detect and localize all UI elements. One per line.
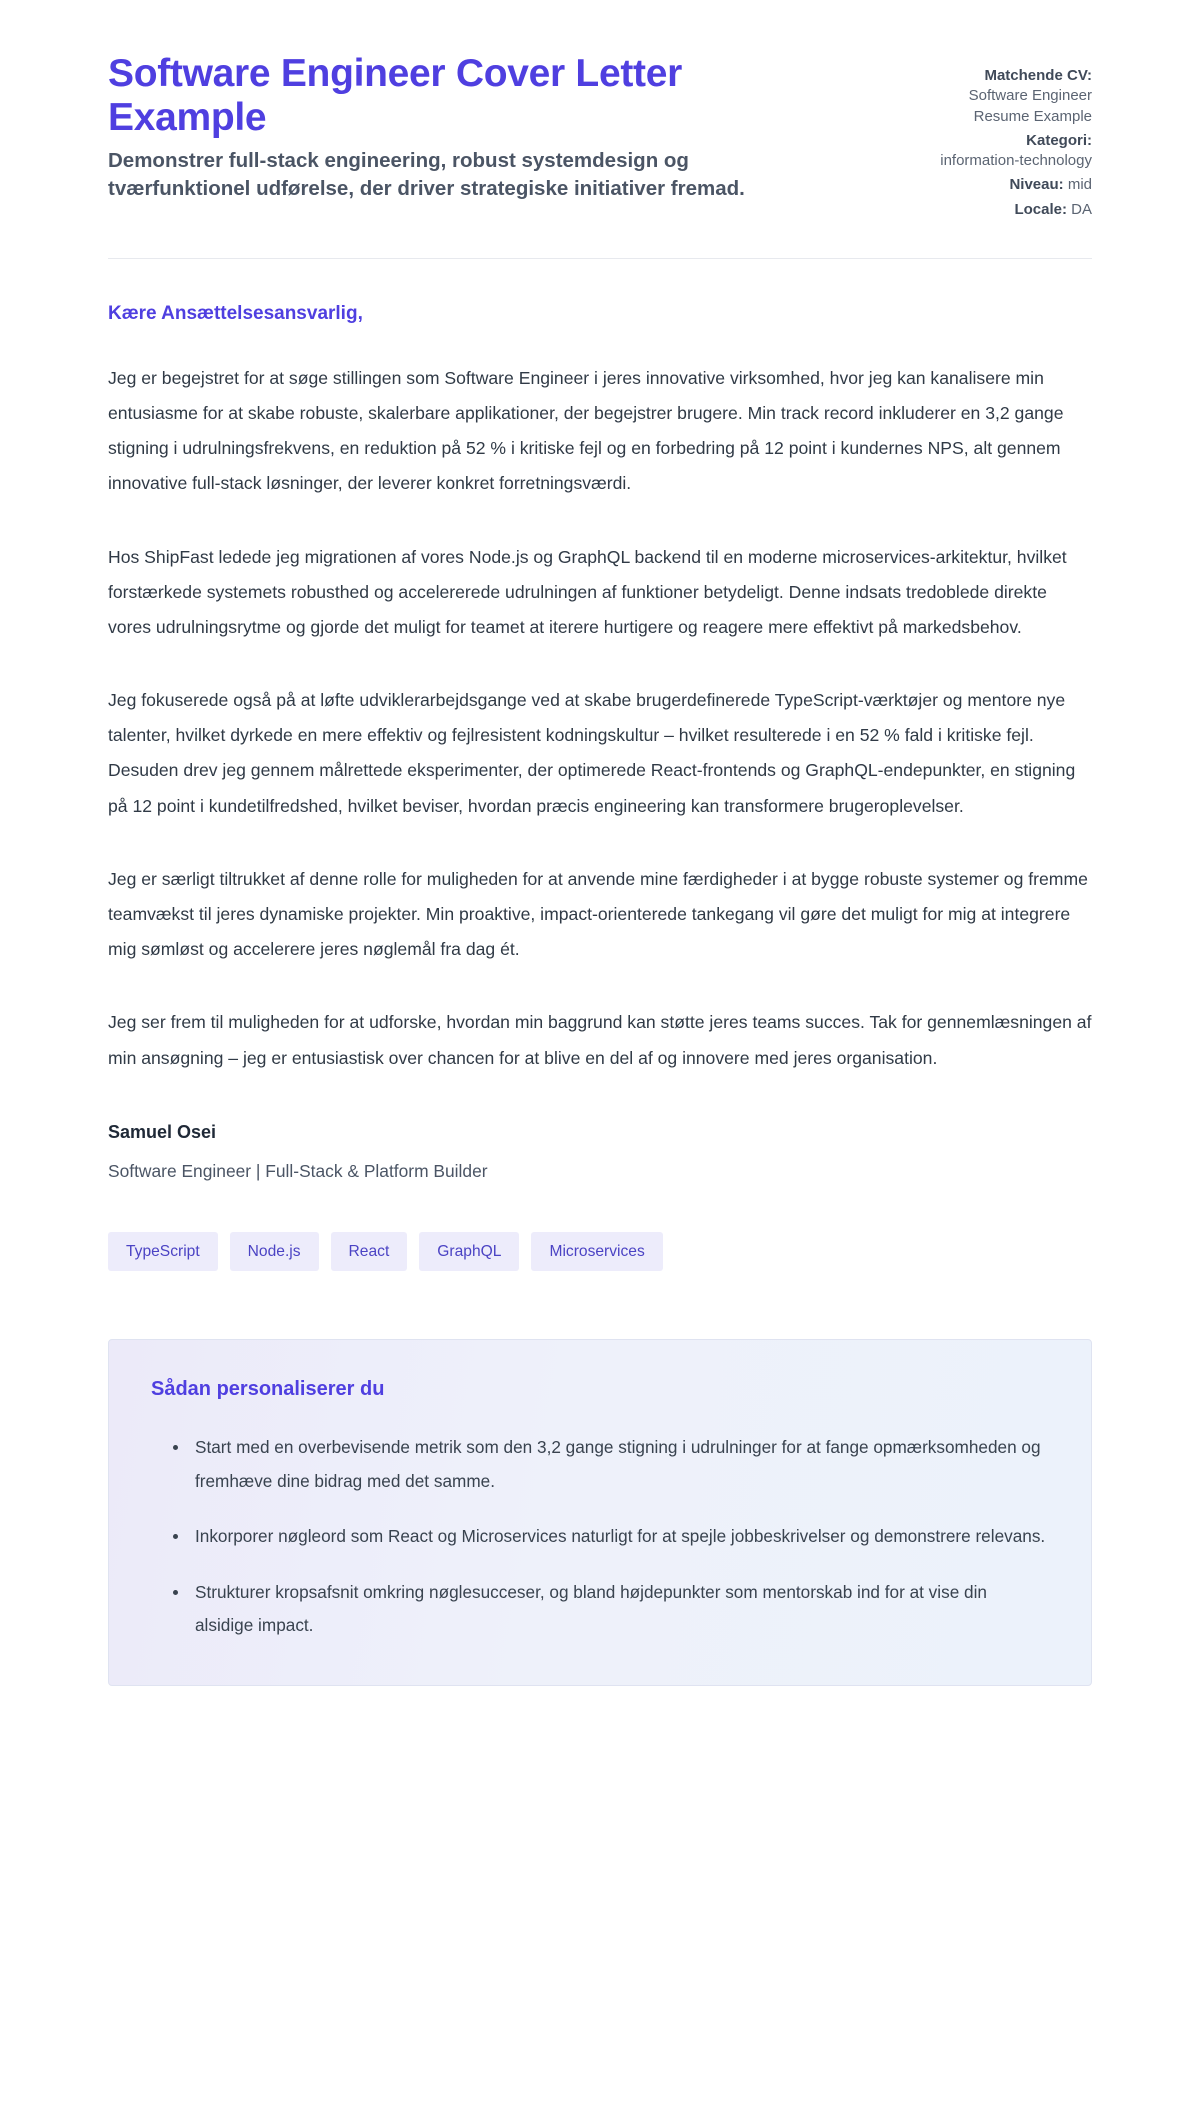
tips-list xyxy=(151,1431,1049,1643)
meta-category-value: information-technology xyxy=(940,152,1092,169)
letter-paragraph: Jeg er særligt tiltrukket af denne rolle for muligheden for at anvende mine færdigheder i at bygge robuste systemer og fremme teamvækst til jeres dynamiske projekter. Min proaktive, impact-orienterede tankegang vil gøre det muligt for mig at integrere mig sømløst og accelerere jeres nøglemål fra dag ét. xyxy=(108,868,1088,960)
personalization-tips-panel xyxy=(108,1339,1092,1686)
page-subtitle: Demonstrer full-stack engineering, robust systemdesign og tværfunktionel udførelse, der driver strategiske initiativer fremad. xyxy=(108,148,745,200)
meta-level-label: Niveau: xyxy=(1009,176,1064,194)
signature-role: Software Engineer | Full-Stack & Platform Builder xyxy=(108,1160,488,1181)
tips-list-item: Inkorporer nøgleord som React og Microservices naturligt for at spejle jobbeskrivelser og demonstrere relevans. xyxy=(173,1520,1049,1554)
meta-matching-cv-label: Matchende CV: xyxy=(984,67,1092,84)
meta-locale xyxy=(910,200,1092,220)
header-title-block xyxy=(108,52,828,203)
meta-matching-cv-value: Software Engineer Resume Example xyxy=(968,87,1092,125)
cover-letter-body xyxy=(108,259,1092,1686)
signature-block xyxy=(108,1122,1092,1182)
document-header xyxy=(108,44,1092,222)
meta-category-label: Kategori: xyxy=(1026,131,1092,149)
meta-level xyxy=(910,175,1092,195)
letter-paragraph: Jeg fokuserede også på at løfte udviklerarbejdsgange ved at skabe brugerdefinerede TypeScript-værktøjer og mentore nye talenter, hvilket dyrkede en mere effektiv og fejlresistent kodningskultur – hvilket resulterede i en 52 % fald i kritiske fejl. Desuden drev jeg gennem målrettede eksperimenter, der optimerede React-frontends og GraphQL-endepunkter, en stigning på 12 point i kundetilfredshed, hvilket beviser, hvordan præcis engineering kan transformere brugeroplevelser. xyxy=(108,690,1076,816)
tips-panel-title: Sådan personaliserer du xyxy=(151,1378,385,1401)
letter-paragraph: Hos ShipFast ledede jeg migrationen af vores Node.js og GraphQL backend til en moderne microservices-arkitektur, hvilket forstærkede systemets robusthed og accelererede udrulningen af funktioner betydeligt. Denne indsats tredoblede direkte vores udrulningsrytme og gjorde det muligt for teamet at iterere hurtigere og reagere mere effektivt på markedsbehov. xyxy=(108,546,1067,637)
meta-locale-label: Locale: xyxy=(1014,200,1067,218)
header-metadata xyxy=(910,52,1092,222)
tips-list-item: Start med en overbevisende metrik som den 3,2 gange stigning i udrulninger for at fange opmærksomheden og fremhæve dine bidrag med det samme. xyxy=(173,1431,1049,1498)
skill-tag-list xyxy=(108,1232,1092,1272)
tips-list-item: Strukturer kropsafsnit omkring nøglesucceser, og bland højdepunkter som mentorskab ind for at vise din alsidige impact. xyxy=(173,1576,1049,1643)
page-title: Software Engineer Cover Letter Example xyxy=(108,52,682,140)
skill-tag[interactable]: Node.js xyxy=(230,1232,319,1272)
skill-tag[interactable]: GraphQL xyxy=(419,1232,519,1272)
skill-tag[interactable]: React xyxy=(331,1232,408,1272)
meta-matching-cv xyxy=(910,66,1092,127)
meta-level-value: mid xyxy=(1067,176,1092,194)
letter-paragraph: Jeg er begejstret for at søge stillingen som Software Engineer i jeres innovative virksomhed, hvor jeg kan kanalisere min entusiasme for at skabe robuste, skalerbare applikationer, der begejstrer brugere. Min track record inkluderer en 3,2 gange stigning i udrulningsfrekvens, en reduktion på 52 % i kritiske fejl og en forbedring på 12 point i kundernes NPS, alt gennem innovative full-stack løsninger, der leverer konkret forretningsværdi. xyxy=(108,367,1064,494)
signature-name: Samuel Osei xyxy=(108,1121,217,1142)
skill-tag[interactable]: Microservices xyxy=(531,1232,662,1272)
meta-locale-value: DA xyxy=(1071,200,1092,218)
skill-tag[interactable]: TypeScript xyxy=(108,1232,218,1272)
letter-salutation: Kære Ansættelsesansvarlig, xyxy=(108,302,363,324)
letter-paragraph: Jeg ser frem til muligheden for at udforske, hvordan min baggrund kan støtte jeres teams succes. Tak for gennemlæsningen af min ansøgning – jeg er entusiastisk over chancen for at blive en del af og innovere med jeres organisation. xyxy=(108,1012,1092,1068)
meta-category xyxy=(910,131,1092,172)
